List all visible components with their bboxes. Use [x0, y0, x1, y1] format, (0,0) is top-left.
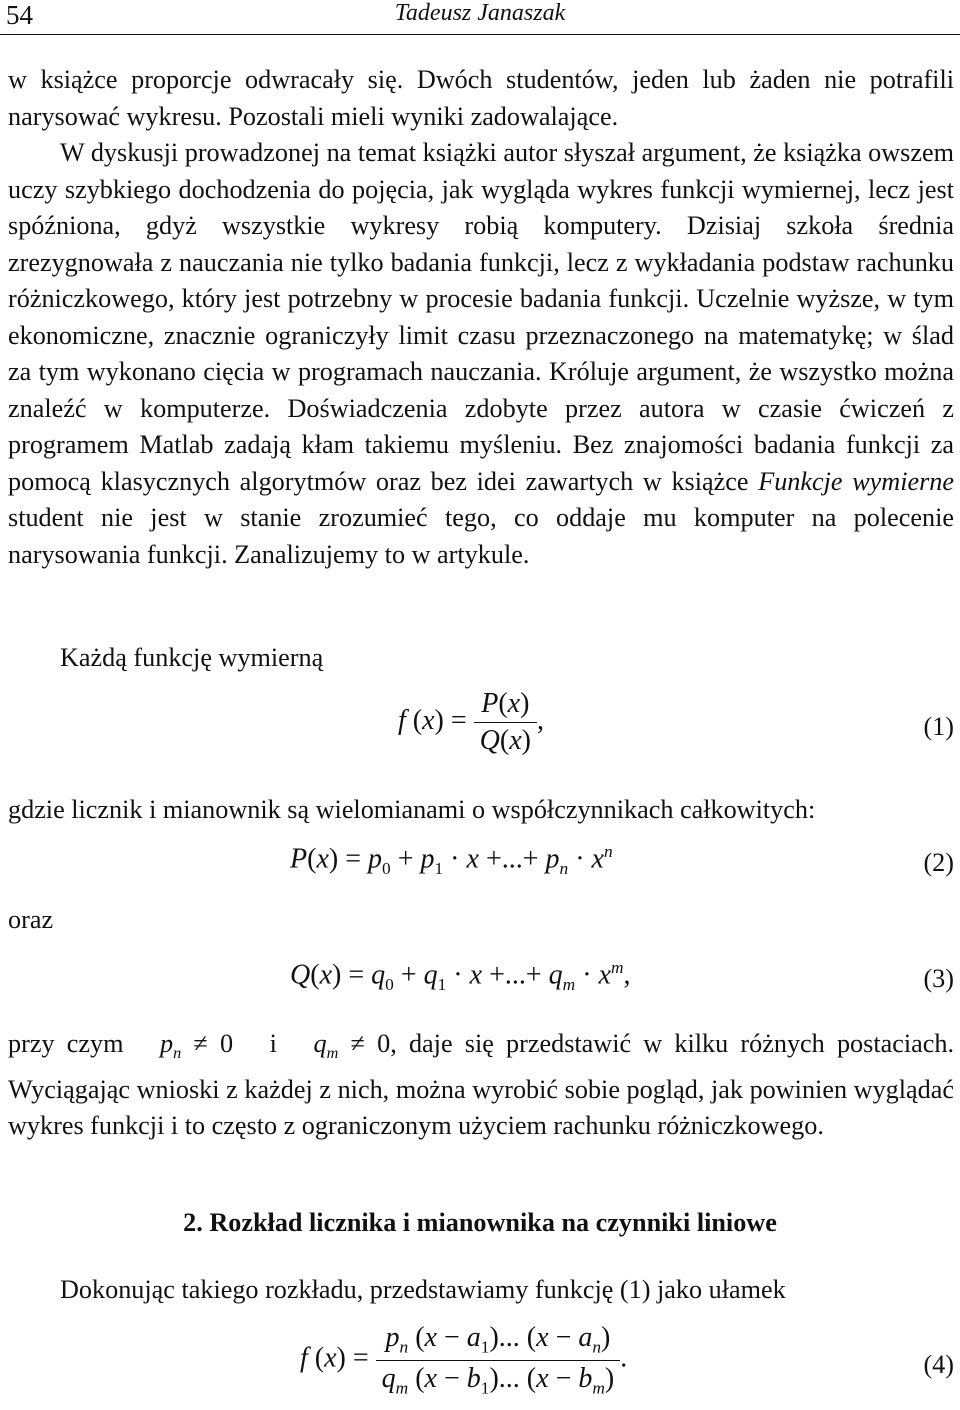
paragraph-5: przy czym $p_n \ne 0$ i $q_m \ne 0$, daje się przedstawić w kilku różnych postaciach. Wyciągając wnioski z każdej z nich, można wyrobić sobie pogląd, jak powinien wyglądać wykres funkcji i to często z ograniczonym użyciem rachunku różniczkowego. — [8, 1029, 955, 1141]
paragraph-5-and: i — [269, 1029, 277, 1058]
paragraph-6: Dokonując takiego rozkładu, przedstawiamy funkcję (1) jako ułamek — [60, 1275, 786, 1304]
book-title: Funkcje wymierne — [758, 466, 955, 496]
paragraph-2-text-a: W dyskusji prowadzonej na temat książki autor słyszał argument, że książka owszem uczy szybkiego dochodzenia do pojęcia, jak wygląda wykres funkcji wymiernej, lecz jest spóźniona, gdyż wszystkie wykresy robią komputery. Dzisiaj szkoła średnia zrezygnowała z nauczania nie tylko badania funkcji, lecz z wykładania podstaw rachunku różniczkowego, który jest potrzebny w procesie badania funkcji. Uczelnie wyższe, w tym ekonomiczne, znacznie ograniczyły limit czasu przeznaczonego na matematykę; w ślad za tym wykonano cięcia w programach nauczania. Króluje argument, że wszystko można znaleźć w komputerze. Doświadczenia zdobyte przez autora w czasie ćwiczeń z programem Matlab zadają kłam takiemu myśleniu. Bez znajomości badania funkcji za pomocą klasycznych algorytmów oraz bez idei zawartych w książce — [8, 138, 954, 496]
equation-4-fraction: $\frac{p_n (x - a_1)... (x - a_n)}{q_m (x - b_1)... (x - b_m)}$ — [376, 1322, 621, 1398]
equation-1-number: (1) — [923, 712, 954, 741]
paragraph-5-lead: przy czym — [8, 1029, 124, 1058]
equation-3: $Q(x) = q_0 + q_1 \cdot x$ +...+ $q_m \cdot x^m$, — [290, 958, 631, 994]
paragraph-5-text: , daje się przedstawić w kilku różnych postaciach. Wyciągając wnioski z każdej z nich, można wyrobić sobie pogląd, jak powinien wyglądać wykres funkcji i to często z ograniczonym użyciem rachunku różniczkowego. — [8, 1029, 955, 1141]
running-author: Tadeusz Janaszak — [394, 0, 566, 26]
inline-qm-condition: $q_m$ — [313, 1029, 339, 1063]
inline-pn-condition: $p_n$ — [160, 1029, 182, 1063]
equation-2-number: (2) — [923, 848, 954, 877]
equation-1-fraction: $\frac{P(x)}{Q(x)}$ — [474, 688, 537, 757]
section-heading: 2. Rozkład licznika i mianownika na czynniki liniowe — [183, 1208, 777, 1237]
oraz-text: oraz — [8, 905, 54, 934]
paragraph-3: Każdą funkcję wymierną — [60, 643, 324, 672]
paragraph-2-text-b: student nie jest w stanie zrozumieć tego, co oddaje mu komputer na polecenie narysowania funkcji. Zanalizujemy to w artykule. — [8, 503, 954, 569]
page-header — [0, 0, 960, 35]
equation-4: f (x) = $\frac{p_n (x - a_1)... (x - a_n)}{q_m (x - b_1)... (x - b_m)}$ . — [300, 1322, 628, 1398]
equation-1: f (x) = $\frac{P(x)}{Q(x)}$ , — [398, 688, 544, 756]
equation-3-number: (3) — [923, 964, 954, 993]
equation-2: $P(x) = p_0 + p_1 \cdot x$ +...+ $p_n \cdot x^n$ — [290, 842, 613, 878]
paragraph-4: gdzie licznik i mianownik są wielomianami o współczynnikach całkowitych: — [8, 795, 816, 824]
page-number: 54 — [6, 0, 33, 30]
equation-4-number: (4) — [923, 1350, 954, 1379]
paragraph-2 — [8, 135, 954, 573]
paragraph-1: w książce proporcje odwracały się. Dwóch studentów, jeden lub żaden nie potrafili narysować wykresu. Pozostali mieli wyniki zadowalające. — [8, 65, 954, 131]
